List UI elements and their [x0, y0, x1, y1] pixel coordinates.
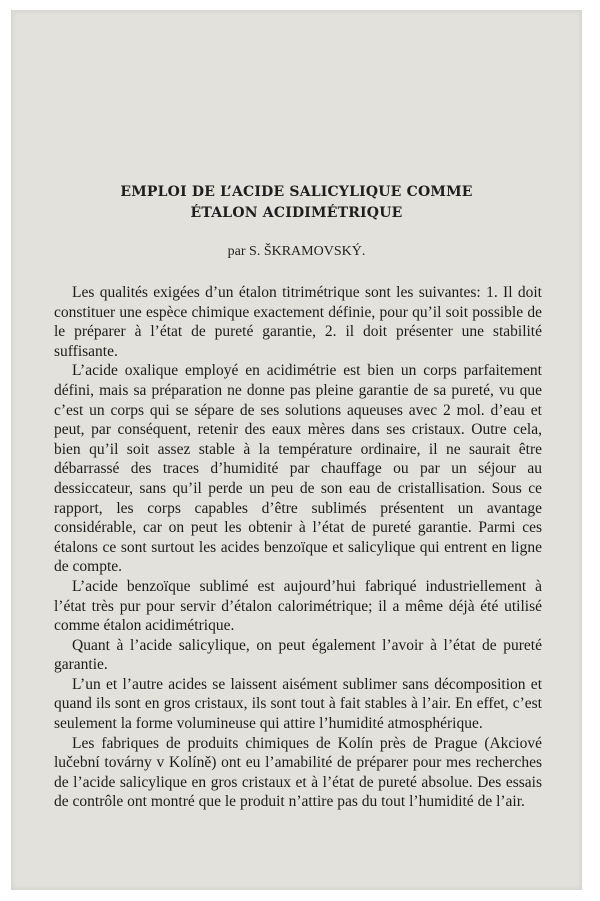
article-title-line-1: EMPLOI DE L’ACIDE SALICYLIQUE COMME	[120, 184, 473, 200]
paragraph: Les qualités exigées d’un étalon titrimétrique sont les suivantes: 1. Il doit constituer une espèce chimique exactement définie, pour qu’il soit possible de le préparer à l’état de pureté garantie, 2. il doit présenter une stabilité suffisante.	[54, 284, 542, 360]
document-page	[11, 10, 582, 890]
author-byline: par S. ŠKRAMOVSKÝ.	[227, 244, 366, 259]
paragraph: Quant à l’acide salicylique, on peut également l’avoir à l’état de pureté garantie.	[54, 636, 542, 674]
paragraph: L’un et l’autre acides se laissent aisément sublimer sans décomposition et quand ils sont en gros cristaux, ils sont tout à fait stables à l’air. En effet, c’est seulement la forme volumineuse qui attire l’humidité atmosphérique.	[54, 675, 542, 733]
paragraph: L’acide benzoïque sublimé est aujourd’hui fabriqué industriellement à l’état très pur pour servir d’étalon calorimétrique; il a même déjà été utilisé comme étalon acidimétrique.	[54, 577, 542, 635]
paragraph: L’acide oxalique employé en acidimétrie est bien un corps parfaitement défini, mais sa préparation ne donne pas pleine garantie de sa pureté, vu que c’est un corps qui se sépare de ses solutions aqueuses avec 2 mol. d’eau et peut, par conséquent, retenir des eaux mères dans ses cristaux. Outre cela, bien qu’il soit assez stable à la température ordinaire, il ne saurait être débarrassé des traces d’humidité par chauffage ou par un séjour au dessiccateur, sans qu’il perde un peu de son eau de cristallisation. Sous ce rapport, les corps capables d’être sublimés présentent un avantage considérable, car on peut les obtenir à l’état de pureté garantie. Parmi ces étalons ce sont surtout les acides benzoïque et salicylique qui entrent en ligne de compte.	[54, 362, 542, 576]
paragraph: Les fabriques de produits chimiques de Kolín près de Prague (Akciové lučební továrny v Kolíně) ont eu l’amabilité de préparer pour mes recherches de l’acide salicylique en gros cristaux et à l’état de pureté absolue. Des essais de contrôle ont montré que le produit n’attire pas du tout l’humidité de l’air.	[54, 734, 542, 811]
article-title-line-2: ÉTALON ACIDIMÉTRIQUE	[190, 205, 403, 221]
article-body	[54, 283, 542, 812]
